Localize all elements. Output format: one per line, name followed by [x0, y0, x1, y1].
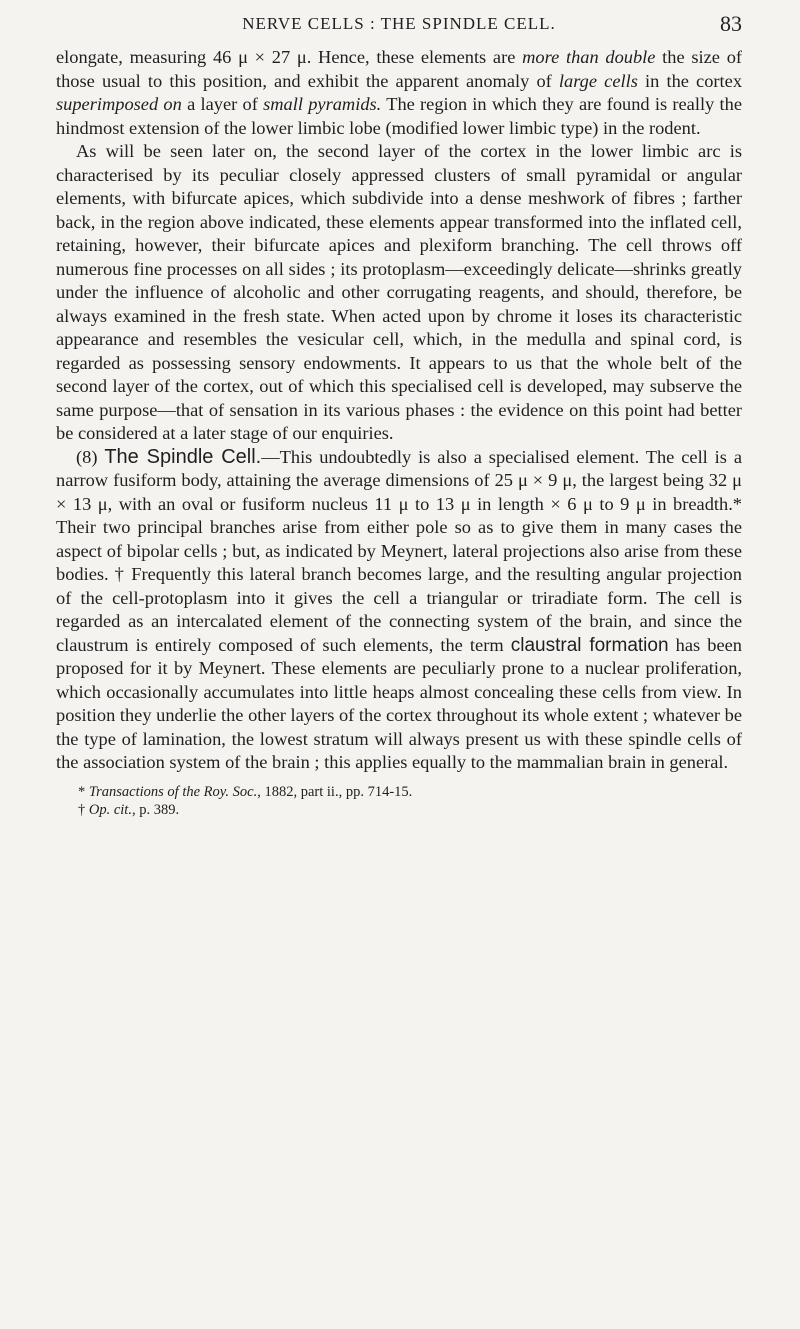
paragraph-second-layer: As will be seen later on, the second layer of the cortex in the lower limbic arc is characterised by its peculiar closely appressed clusters of small pyramidal or angular elements, with bifurcate apices, which subdivide into a dense meshwork of fibres ; farther back, in the region above indicated, these elements appear transformed into the inflated cell, retaining, however, their bifurcate apices and plexiform branching. The cell throws off numerous fine processes on all sides ; its protoplasm—exceedingly delicate—shrinks greatly under the influence of alcoholic and other corrugating reagents, and should, therefore, be always examined in the fresh state. When acted upon by chrome it loses its characteristic appearance and resembles the vesicular cell, which, in the medulla and spinal cord, is regarded as possessing sensory endowments. It appears to us that the whole belt of the second layer of the cortex, out of which this specialised cell is developed, may subserve the same purpose—that of sensation in its various phases : the evidence on this point had better be considered at a later stage of our enquiries.: [56, 141, 742, 443]
footnote-mark: †: [78, 801, 89, 818]
footnotes: [56, 783, 742, 819]
page-number: 83: [720, 11, 742, 36]
text-run: The region in which they are found is really the hindmost extension of the lower limbic lobe (modified lower limbic type) in the rodent.: [56, 94, 742, 138]
paragraph-continued: [56, 46, 742, 140]
text-run: —This undoubtedly is also a specialised element. The cell is a narrow fusiform body, attaining the average dimensions of 25 μ × 9 μ, the largest being 32 μ × 13 μ, with an oval or fusiform nucleus 11 μ to 13 μ in length × 6 μ to 9 μ in breadth.* Their two principal branches arise from either pole so as to give them in many cases the aspect of bipolar cells ; but, as indicated by Meynert, lateral projections also arise from these bodies. † Frequently this lateral branch becomes large, and the resulting angular projection of the cell-protoplasm into it gives the cell a triangular or triradiate form. The cell is regarded as an intercalated element of the connecting system of the brain, and since the claustrum is entirely composed of such elements, the term: [56, 446, 742, 655]
running-header: [56, 0, 742, 44]
paragraph-spindle-cell: [56, 446, 742, 775]
section-title: The Spindle Cell.: [104, 445, 262, 468]
claustral-formation-term: claustral formation: [510, 634, 669, 656]
emphasis-run: small pyramids.: [263, 94, 382, 114]
footnote-citation: Op. cit.: [88, 801, 132, 818]
footnote-citation: Transactions of the Roy. Soc.: [88, 783, 258, 800]
section-number: (8): [76, 446, 105, 467]
text-run: a layer of: [181, 94, 264, 114]
text-run: elongate, measuring 46 μ × 27 μ. Hence, these elements are: [56, 47, 523, 67]
footnote-1: [78, 783, 742, 801]
footnote-text: , p. 389.: [131, 801, 180, 818]
running-title: NERVE CELLS : THE SPINDLE CELL.: [242, 14, 556, 33]
footnote-mark: *: [78, 783, 89, 800]
text-run: in the cortex: [637, 70, 743, 91]
emphasis-run: large cells: [558, 70, 638, 91]
footnote-text: , 1882, part ii., pp. 714-15.: [257, 783, 413, 800]
emphasis-run: more than double: [522, 47, 656, 67]
footnote-2: [78, 801, 742, 819]
text-run: the size of those usual to this position, and exhibit the apparent anomaly of: [56, 47, 743, 91]
emphasis-run: superimposed on: [56, 94, 182, 114]
text-run: has been proposed for it by Meynert. These elements are peculiarly prone to a nuclear proliferation, which occasionally accumulates into little heaps almost concealing these cells from view. In position they underlie the other layers of the cortex throughout its whole extent ; whatever be the type of lamination, the lowest stratum will always present us with these spindle cells of the association system of the brain ; this applies equally to the mammalian brain in general.: [56, 634, 742, 772]
